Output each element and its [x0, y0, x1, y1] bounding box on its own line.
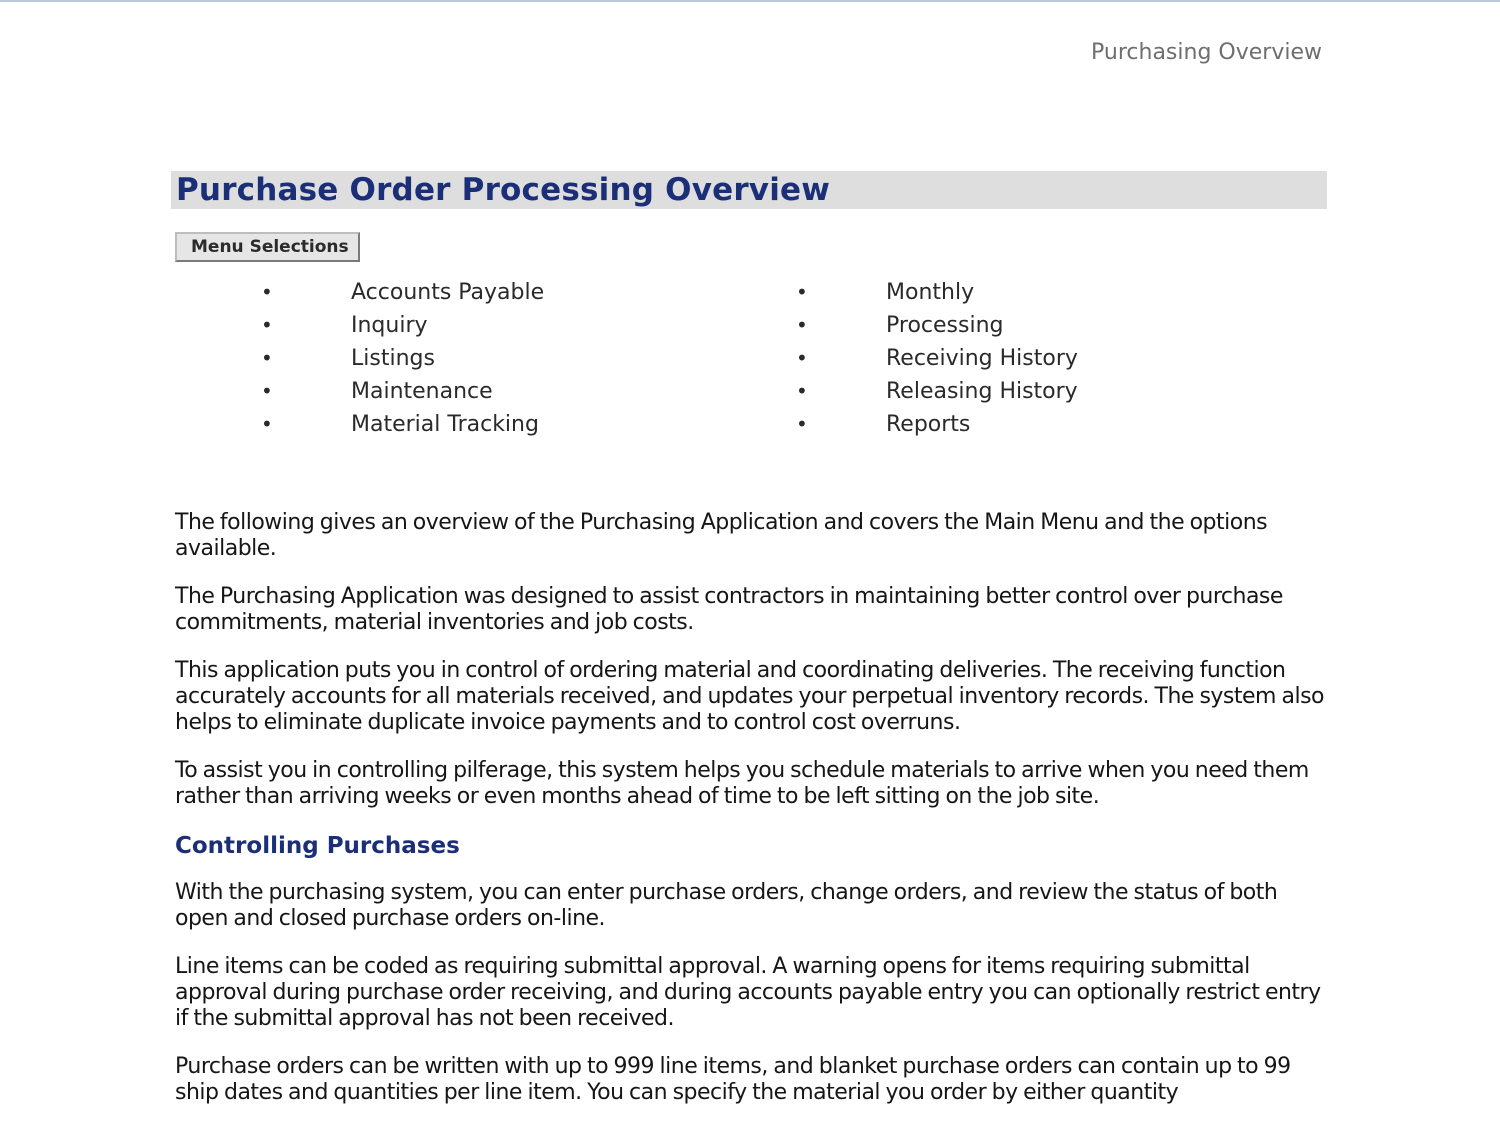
pilferage-paragraph: To assist you in controlling pilferage, this system helps you schedule materials to arrive when you need them rather than arriving weeks or even months ahead of time to be left sitting on the job site. — [175, 758, 1309, 809]
bullet-icon: • — [796, 280, 808, 304]
bullet-icon: • — [261, 280, 273, 304]
menu-link-inquiry[interactable]: Inquiry — [351, 313, 428, 338]
section-heading-controlling-purchases: Controlling Purchases — [175, 833, 460, 859]
design-paragraph: The Purchasing Application was designed to assist contractors in maintaining better control over purchase commitments, material inventories and job costs. — [175, 584, 1283, 635]
page-header-section — [171, 171, 1327, 456]
menu-link-accounts-payable[interactable]: Accounts Payable — [351, 280, 545, 305]
intro-paragraph: The following gives an overview of the Purchasing Application and covers the Main Menu and the options available. — [175, 510, 1268, 561]
submittal-approval-paragraph: Line items can be coded as requiring submittal approval. A warning opens for items requiring submittal approval during purchase order receiving, and during accounts payable entry you can optionally restrict entry if the submittal approval has not been received. — [175, 954, 1321, 1031]
menu-link-releasing-history[interactable]: Releasing History — [886, 379, 1078, 404]
menu-link-processing[interactable]: Processing — [886, 313, 1004, 338]
menu-selection-list — [171, 276, 1327, 456]
menu-link-listings[interactable]: Listings — [351, 346, 435, 371]
menu-link-reports[interactable]: Reports — [886, 412, 971, 437]
bullet-icon: • — [261, 412, 273, 436]
bullet-icon: • — [796, 313, 808, 337]
menu-link-material-tracking[interactable]: Material Tracking — [351, 412, 539, 437]
bullet-icon: • — [796, 412, 808, 436]
control-paragraph: This application puts you in control of ordering material and coordinating deliveries. The receiving function accurately accounts for all materials received, and updates your perpetual inventory records. The system also helps to eliminate duplicate invoice payments and to control cost overruns. — [175, 658, 1324, 735]
menu-link-monthly[interactable]: Monthly — [886, 280, 975, 305]
bullet-icon: • — [261, 379, 273, 403]
purchasing-system-paragraph: With the purchasing system, you can enter purchase orders, change orders, and review the status of both open and closed purchase orders on-line. — [175, 880, 1278, 931]
menu-link-maintenance[interactable]: Maintenance — [351, 379, 493, 404]
bullet-icon: • — [261, 313, 273, 337]
title-bar — [171, 171, 1327, 209]
body-content — [175, 510, 1325, 1128]
page-title: Purchase Order Processing Overview — [176, 172, 831, 208]
top-border — [0, 0, 1500, 2]
line-items-paragraph: Purchase orders can be written with up to 999 line items, and blanket purchase orders can contain up to 99 ship dates and quantities per line item. You can specify the material you order by either quantity — [175, 1054, 1291, 1105]
bullet-icon: • — [796, 346, 808, 370]
bullet-icon: • — [796, 379, 808, 403]
menu-link-receiving-history[interactable]: Receiving History — [886, 346, 1078, 371]
menu-selections-button[interactable]: Menu Selections — [175, 232, 360, 262]
bullet-icon: • — [261, 346, 273, 370]
breadcrumb: Purchasing Overview — [1091, 40, 1322, 65]
